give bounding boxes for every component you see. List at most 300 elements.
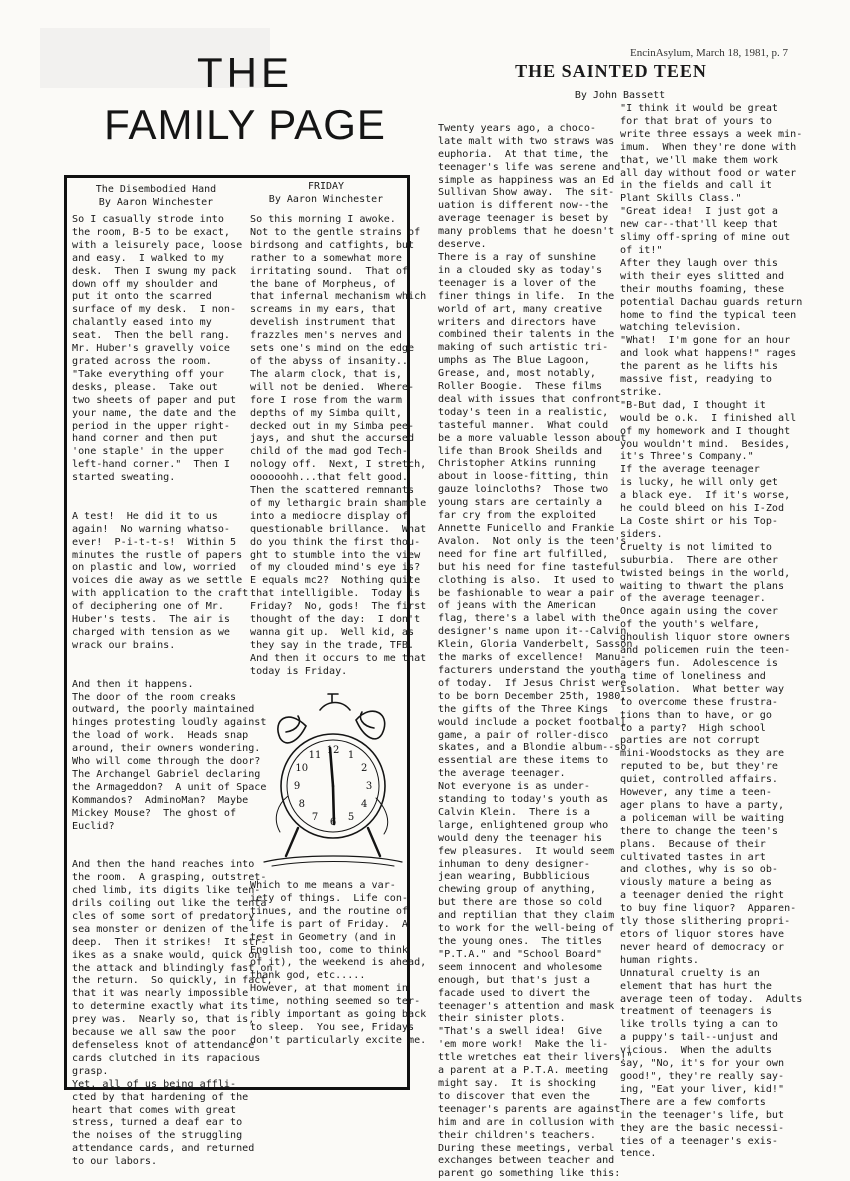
text-line: "I think it would be great [620, 103, 779, 114]
text-line: teenager's parents are against [438, 1103, 621, 1115]
text-line: average teen of today. Adults [620, 993, 803, 1005]
text-line: outward, the poorly maintained [72, 704, 255, 716]
text-line: tinues, and the routine of [250, 905, 409, 917]
text-line: standing to today's youth as [438, 794, 609, 806]
text-line: need for fine art fulfilled, [438, 548, 609, 560]
text-line: to sleep. You see, Fridays [250, 1021, 415, 1033]
text-line: There is a ray of sunshine [438, 251, 597, 263]
text-line: and look what happens!" rages [620, 348, 797, 360]
text-line: in the teenager's life, but [620, 1109, 785, 1121]
text-line: their mouths foaming, these [620, 283, 785, 295]
text-line: with their eyes slitted and [620, 270, 785, 282]
text-line: chewing group of anything, [438, 884, 597, 896]
text-line: tasteful manner. What could [438, 419, 609, 431]
text-line: all day without food or water [620, 167, 797, 179]
text-line: Mickey Mouse? The ghost of [72, 807, 237, 819]
text-line: their sinister plots. [438, 1013, 566, 1025]
text-line: to overcome these frustra- [620, 696, 779, 708]
text-line: the marks of excellence! Manu- [438, 652, 627, 664]
text-line: their children's teachers. [438, 1129, 597, 1141]
sainted-teen-title: THE SAINTED TEEN [515, 61, 707, 81]
text-line: La Coste shirt or his Top- [620, 516, 779, 527]
text-line: would be o.k. I finished all [620, 412, 797, 424]
text-line: and easy. I walked to my [72, 252, 224, 264]
text-line: but there are those so cold [438, 897, 603, 909]
text-line: of the abyss of insanity.. [250, 355, 409, 367]
text-line: So I casually strode into [72, 214, 224, 225]
text-line: be a more valuable lesson about [438, 432, 627, 444]
text-line: child of the mad god Tech- [250, 446, 409, 458]
text-line: of jeans with the American [438, 600, 597, 612]
clock-numeral: 5 [347, 812, 355, 824]
text-line: of my lethargic brain shamble [250, 497, 427, 509]
text-line: they are the basic necessi- [620, 1122, 785, 1134]
text-line: Not to the gentle strains of [250, 226, 421, 238]
text-line: teenager's attention and mask [438, 1000, 615, 1012]
text-line: Not everyone is as under- [438, 781, 590, 793]
text-line: tence. [620, 1148, 657, 1160]
text-line: about in loose-fitting, thin [438, 471, 609, 483]
text-line: of it), the weekend is ahead, [250, 957, 427, 969]
text-line: to buy fine liquor? Apparen- [620, 903, 797, 915]
text-line: seat. Then the bell rang. [72, 330, 231, 342]
text-line [72, 498, 247, 511]
text-line [72, 846, 247, 859]
text-line: Euclid? [72, 820, 115, 832]
text-line: "B-But dad, I thought it [620, 399, 766, 411]
text-line: cted by that hardening of the [72, 1091, 249, 1103]
text-line: oooooohh...that felt good. [250, 472, 409, 484]
text-line: Who will come through the door? [72, 756, 261, 768]
text-line: a parent at a P.T.A. meeting [438, 1065, 609, 1077]
text-line: So this morning I awoke. [250, 214, 396, 225]
sainted-teen-column-1 [438, 110, 633, 1180]
text-line: desk. Then I swung my pack [72, 265, 237, 277]
text-line: today is Friday. [250, 665, 348, 677]
clock-hands [330, 748, 334, 824]
text-line: Avalon. Not only is the teen's [438, 535, 627, 547]
text-line: And then it occurs to me that [250, 652, 427, 664]
text-line: gauze loincloths? Those two [438, 484, 609, 496]
text-line: far cry from the exploited [438, 510, 597, 522]
text-line: prey was. Nearly so, that is, [72, 1014, 255, 1026]
text-line: Calvin Klein. There is a [438, 806, 590, 818]
text-line: treatment of teenagers is [620, 1006, 772, 1018]
text-line: ever! P-i-t-t-s! Within 5 [72, 536, 237, 548]
text-line: "What! I'm gone for an hour [620, 335, 791, 347]
text-line: questionable brillance. What [250, 523, 427, 535]
text-line [72, 834, 247, 847]
text-line: During these meetings, verbal [438, 1142, 615, 1154]
text-line: "That's a swell idea! Give [438, 1026, 603, 1038]
family-page-title-line1: THE [197, 49, 293, 96]
text-line: English too, come to think [250, 944, 409, 956]
text-line: imum. When they're done with [620, 141, 797, 153]
text-line: ribly important as going back [250, 1009, 427, 1021]
text-line: human rights. [620, 954, 700, 966]
text-line: do you think the first thou- [250, 536, 421, 548]
text-line: Roller Boogie. These films [438, 381, 603, 393]
text-line: However, at that moment in [250, 983, 409, 995]
text-line: defenseless knot of attendance [72, 1040, 255, 1051]
text-line: There are a few comforts [620, 1096, 766, 1108]
text-line: teenager is a lover of the [438, 277, 597, 289]
text-line: it's Three's Company." [620, 451, 754, 463]
text-line: tions than to have, or go [620, 709, 772, 721]
text-line: iety of things. Life con- [250, 892, 409, 904]
article-title: FRIDAY [307, 181, 345, 192]
text-line: charged with tension as we [72, 627, 231, 638]
text-line: reputed to be, but they're [620, 761, 779, 773]
text-line: ager plans to have a party, [620, 799, 785, 811]
text-line: cards clutched in its rapacious [72, 1052, 261, 1064]
text-line: jean wearing, Bubblicious [438, 871, 590, 883]
text-line: strike. [620, 386, 663, 398]
text-line: the attack and blindingly fast on [72, 962, 273, 974]
text-line: would deny the teenager his [438, 832, 603, 844]
text-line: sea monster or denizen of the [72, 923, 249, 935]
text-line: ikes as a snake would, quick on [72, 949, 261, 961]
text-line: large, enlightened group who [438, 819, 609, 831]
text-line: say, "No, it's for your own [620, 1058, 785, 1070]
text-line: exchanges between teacher and [438, 1155, 615, 1167]
text-line: decked out in my Simba pee- [250, 420, 415, 432]
text-line: combined their talents in the [438, 329, 615, 341]
text-line [72, 666, 247, 679]
text-line: And then the hand reaches into [72, 859, 255, 871]
text-line: period in the upper right- [72, 420, 231, 432]
text-line [72, 653, 247, 666]
text-line: two sheets of paper and put [72, 394, 237, 406]
text-line: watching television. [620, 322, 742, 334]
text-line: Twenty years ago, a choco- [438, 122, 597, 134]
text-line: put it onto the scarred [72, 291, 212, 303]
text-line: the bane of Morpheus, of [250, 278, 396, 290]
clock-numeral: 2 [361, 763, 368, 774]
text-line: slimy off-spring of mine out [620, 232, 791, 244]
text-line: he could bleed on his I-Zod [620, 503, 785, 515]
text-line: Cruelty is not limited to [620, 541, 772, 553]
text-line: Yet, all of us being affli- [72, 1078, 237, 1090]
text-line: frazzles men's nerves and [250, 330, 402, 342]
article-byline: By Aaron Winchester [268, 193, 384, 205]
text-line: desks, please. Take out [72, 381, 218, 393]
text-line: and policemen ruin the teen- [620, 645, 791, 657]
text-line: that it was nearly impossible [72, 988, 249, 1000]
text-line: develish instrument that [250, 317, 396, 329]
text-line: ing, "Eat your liver, kid!" [620, 1083, 785, 1095]
text-line: 'em more work! Make the li- [438, 1039, 609, 1051]
text-line: might say. It is shocking [438, 1077, 597, 1089]
text-line: uation is different now--the [438, 200, 609, 212]
text-line: your name, the date and the [72, 407, 237, 419]
text-line: flag, there's a label with the [438, 613, 621, 625]
disembodied-hand-header [72, 184, 240, 209]
text-line: making of such artistic tri- [438, 342, 609, 354]
text-line: ght to stumble into the view [250, 549, 421, 561]
text-line: would include a pocket football [438, 716, 627, 728]
text-line: around, their owners wondering. [72, 743, 261, 755]
text-line: life is part of Friday. A [250, 918, 409, 930]
text-line: with application to the craft [72, 588, 249, 600]
text-line: agers fun. Adolescence is [620, 657, 779, 669]
text-line: the return. So quickly, in fact, [72, 975, 273, 987]
text-line: will not be denied. Where- [250, 381, 415, 393]
text-line: time, nothing seemed so ter- [250, 996, 421, 1008]
text-line: the noises of the struggling [72, 1130, 243, 1142]
text-line: And then it happens. [72, 678, 194, 690]
text-line: Grease, and, most notably, [438, 368, 597, 380]
text-line: thank god, etc..... [250, 970, 366, 982]
text-line: down off my shoulder and [72, 278, 218, 290]
text-line: to work for the well-being of [438, 923, 615, 935]
text-line: etors of liquor stores have [620, 929, 785, 940]
text-line: few pleasures. It would seem [438, 845, 615, 857]
text-line: of my homework and I thought [620, 425, 791, 437]
text-line: started sweating. [72, 472, 176, 484]
text-line: birdsong and catfights, but [250, 239, 415, 251]
text-line: don't particularly excite me. [250, 1034, 427, 1046]
text-line: potential Dachau guards return [620, 296, 803, 308]
text-line: of deciphering one of Mr. [72, 601, 224, 613]
text-line: home to find the typical teen [620, 309, 797, 321]
text-line: Annette Funicello and Frankie [438, 523, 615, 534]
text-line: simple as happiness was an Ed [438, 174, 615, 186]
text-line: deal with issues that confront [438, 393, 621, 405]
text-line: the room. A grasping, outstret- [72, 872, 267, 884]
clock-numeral: 9 [293, 781, 301, 792]
text-line: chalantly eased into my [72, 317, 212, 329]
text-line: in the fields and call it [620, 180, 772, 192]
text-line: world of art, many creative [438, 303, 603, 315]
text-line: seem innocent and wholesome [438, 961, 603, 973]
text-line: surface of my desk. I non- [72, 304, 237, 316]
text-line: cles of some sort of predatory [72, 910, 255, 922]
text-line: tly those slithering propri- [620, 916, 791, 928]
text-line: to determine exactly what its [72, 1001, 249, 1013]
text-line: wanna git up. Well kid, as [250, 627, 415, 638]
text-line: for that brat of yours to [620, 115, 772, 127]
text-line: grated across the room. [72, 355, 212, 367]
masthead-dateline: EncinAsylum, March 18, 1981, p. 7 [630, 47, 788, 59]
text-line: waiting to thwart the plans [620, 580, 785, 592]
text-line: minutes the rustle of papers [72, 549, 243, 561]
text-line: a puppy's tail--unjust and [620, 1032, 779, 1044]
text-line: the parent as he lifts his [620, 361, 779, 373]
text-line: vicious. When the adults [620, 1045, 772, 1057]
text-line: Once again using the cover [620, 606, 779, 618]
text-line: again! No warning whatso- [72, 523, 231, 535]
text-line: ties of a teenager's exis- [620, 1135, 779, 1147]
text-line: of the average teenager. [620, 593, 766, 605]
text-line: Then the scattered remnants [250, 485, 415, 497]
text-line: twisted beings in the world, [620, 567, 791, 579]
text-line: late malt with two straws was [438, 135, 615, 147]
text-line: average teenager is beset by [438, 213, 609, 225]
friday-body [250, 214, 427, 677]
clock-numeral: 3 [365, 781, 373, 792]
text-line: on plastic and low, worried [72, 562, 237, 574]
text-line: Klein, Gloria Vanderbelt, Sasson [438, 639, 633, 651]
text-line: to be born December 25th, 1980, [438, 690, 627, 702]
text-line: The alarm clock, that is, [250, 368, 402, 380]
text-line: the Armageddon? A unit of Space [72, 781, 267, 793]
text-line: Kommandos? AdminoMan? Maybe [72, 794, 249, 806]
text-line: 'one staple' in the upper [72, 446, 224, 458]
text-line: thought of the day: I don't [250, 614, 421, 626]
text-line: attendance cards, and returned [72, 1143, 255, 1155]
text-line: quiet, controlled affairs. [620, 774, 779, 786]
text-line: fore I rose from the warm [250, 394, 402, 406]
text-line: him and are in collusion with [438, 1116, 615, 1128]
text-line: drils coiling out like the tenta [72, 898, 267, 910]
text-line: heart that comes with great [72, 1104, 237, 1116]
text-line: umphs as The Blue Lagoon, [438, 355, 590, 367]
text-line: is lucky, he will only get [620, 477, 779, 489]
text-line: of today. If Jesus Christ were [438, 677, 627, 689]
text-line: sets one's mind on the edge [250, 343, 415, 355]
text-line: of the youth's welfare, [620, 619, 760, 631]
text-line: hand corner and then put [72, 433, 218, 445]
text-line: in a clouded sky as today's [438, 264, 603, 276]
text-line: deserve. [438, 239, 487, 251]
text-line: test in Geometry (and in [250, 931, 396, 943]
text-line: Which to me means a var- [250, 880, 396, 891]
text-line: plans. Because of their [620, 838, 766, 850]
text-line: of my clouded mind's eye is? [250, 562, 421, 574]
text-line: "Great idea! I just got a [620, 206, 779, 218]
text-line: parties are not corrupt [620, 735, 760, 747]
text-line: wrack our brains. [72, 639, 176, 651]
text-line: siders. [620, 528, 663, 540]
text-line: and clothes, why is so ob- [620, 864, 779, 876]
text-line: Unnatural cruelty is an [620, 967, 760, 979]
text-line: euphoria. At that time, the [438, 148, 609, 160]
text-line: deep. Then it strikes! It str- [72, 936, 267, 948]
text-line: to discover that even the [438, 1090, 590, 1102]
text-line [72, 485, 247, 498]
disembodied-hand-body [72, 214, 273, 1168]
text-line: Christopher Atkins running [438, 458, 597, 470]
text-line: stress, turned a deaf ear to [72, 1117, 243, 1129]
text-line: game, a pair of roller-disco [438, 729, 609, 741]
text-line: a teenager denied the right [620, 890, 785, 902]
text-line: never heard of democracy or [620, 941, 785, 953]
text-line: to our labors. [72, 1156, 158, 1168]
text-line: the average teenager. [438, 768, 566, 780]
clock-numeral: 11 [308, 749, 322, 761]
article-byline: By Aaron Winchester [98, 196, 214, 208]
text-line: parent go something like this: [438, 1168, 621, 1180]
text-line: However, any time a teen- [620, 787, 772, 799]
text-line: screams in my ears, that [250, 304, 396, 316]
text-line: clothing is also. It used to [438, 574, 615, 586]
text-line: Mr. Huber's gravelly voice [72, 343, 231, 355]
text-line: the gifts of the Three Kings [438, 703, 609, 715]
text-line: into a mediocre display of [250, 510, 409, 522]
text-line: essential are these items to [438, 755, 609, 767]
sainted-teen-byline: By John Bassett [574, 90, 666, 101]
text-line: massive fist, readying to [620, 374, 772, 386]
text-line: cultivated tastes in art [620, 851, 766, 863]
text-line: jays, and shut the accursed [250, 433, 415, 445]
clock-numeral: 12 [326, 745, 340, 756]
text-line: inhuman to deny designer- [438, 858, 590, 870]
text-line: facade used to divert the [438, 987, 590, 999]
text-line: enough, but that's just a [438, 974, 590, 986]
text-line: today's teen in a realistic, [438, 406, 609, 418]
text-line: because we all saw the poor [72, 1027, 237, 1039]
text-line: but his need for fine tasteful [438, 561, 621, 573]
text-line: designer's name upon it--Calvin [438, 626, 627, 638]
text-line: a time of loneliness and [620, 670, 766, 682]
text-line: Huber's tests. The air is [72, 614, 231, 626]
text-line: writers and directors have [438, 316, 597, 328]
text-line: facturers understand the youth [438, 664, 621, 676]
text-line: that infernal mechanism which [250, 291, 427, 303]
text-line: Sullivan Show away. The sit- [438, 187, 615, 199]
text-line: good!", they're really say- [620, 1070, 785, 1082]
text-line: teenager's life was serene and [438, 161, 621, 173]
text-line: life than Brook Sheilds and [438, 445, 603, 457]
text-line: isolation. What better way [620, 683, 785, 695]
text-line: viously mature a being as [620, 877, 772, 889]
text-line: young stars are certainly a [438, 497, 603, 509]
text-line: of it!" [620, 244, 663, 256]
text-line: depths of my Simba quilt, [250, 407, 402, 419]
text-line: The Archangel Gabriel declaring [72, 768, 261, 780]
text-line: A test! He did it to us [72, 510, 218, 522]
text-line: to a party? High school [620, 722, 766, 734]
text-line: Plant Skills Class." [620, 193, 742, 205]
text-line: that intelligible. Today is [250, 588, 421, 600]
text-line: skates, and a Blondie album--so [438, 742, 627, 754]
clock-numeral: 8 [298, 799, 305, 810]
text-line: ghoulish liquor store owners [620, 632, 791, 644]
text-line: hinges protesting loudly against [72, 717, 267, 729]
text-line: voices die away as we settle [72, 575, 243, 587]
text-line: irritating sound. That of [250, 265, 409, 277]
text-line: write three essays a week min- [620, 128, 803, 140]
text-line: a black eye. If it's worse, [620, 490, 791, 502]
friday-header [248, 181, 404, 206]
text-line: that, we'll make them work [620, 154, 779, 166]
family-page-title-line2: FAMILY PAGE [104, 101, 386, 148]
text-line: element that has hurt the [620, 980, 772, 992]
text-line: the room, B-5 to be exact, [72, 226, 231, 238]
text-line: the young ones. The titles [438, 936, 603, 947]
text-line: ttle wretches eat their livers!" [438, 1052, 633, 1064]
text-line: The door of the room creaks [72, 691, 237, 703]
text-line: many problems that he doesn't [438, 226, 615, 238]
text-line: finer things in life. In the [438, 290, 615, 302]
text-line: new car--that'll keep that [620, 219, 779, 231]
text-line: suburbia. There are other [620, 554, 779, 566]
text-line: and reptilian that they claim [438, 910, 615, 922]
text-line: E equals mc2? Nothing quite [250, 575, 421, 587]
text-line: grasp. [72, 1065, 109, 1077]
clock-numeral: 6 [329, 817, 337, 828]
text-line: left-hand corner." Then I [72, 459, 231, 471]
clock-numeral: 4 [361, 799, 368, 810]
clock-numeral: 7 [311, 812, 319, 824]
text-line: nology off. Next, I stretch, [250, 459, 427, 471]
text-line: there to change the teen's [620, 825, 779, 837]
text-line [438, 110, 614, 123]
text-line: you wouldn't mind. Besides, [620, 438, 791, 450]
clock-numeral: 10 [295, 763, 309, 774]
text-line: "P.T.A." and "School Board" [438, 948, 603, 960]
